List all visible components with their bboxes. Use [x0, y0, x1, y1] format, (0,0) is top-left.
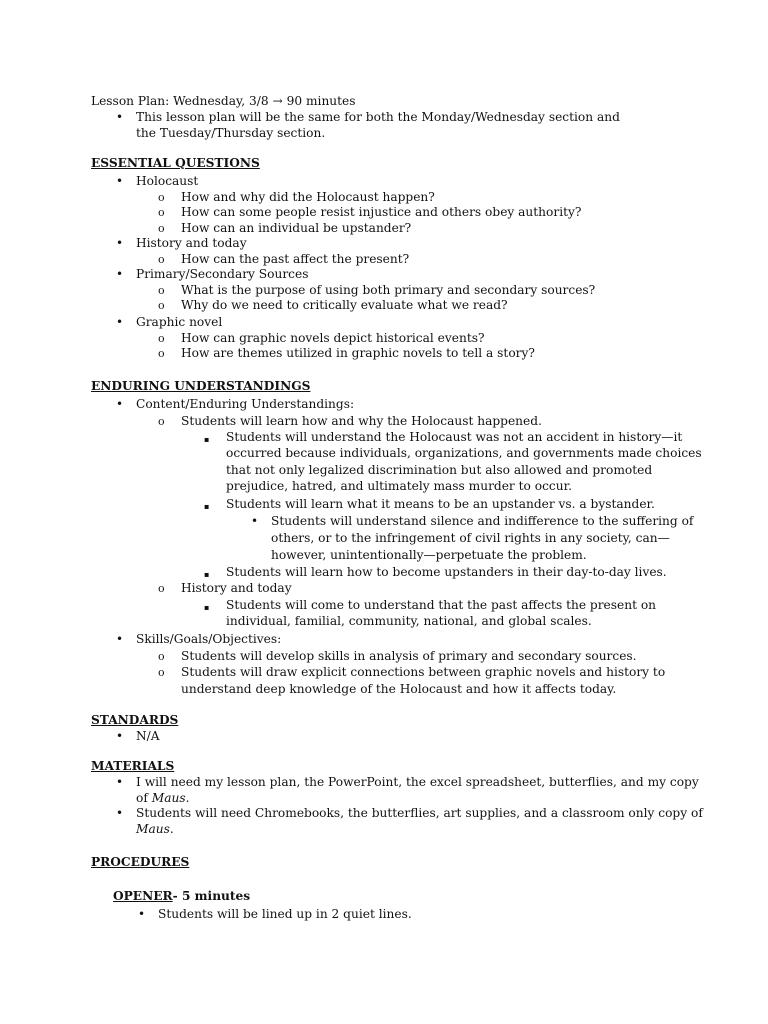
circle-bullet-icon: o — [158, 347, 165, 360]
bullet-icon: • — [116, 632, 124, 646]
square-bullet-icon: ▪ — [204, 435, 210, 444]
eu-subitem: Students will learn how to become upstanders in their day-to-day lives. — [226, 565, 667, 579]
eq-item: How can an individual be upstander? — [181, 221, 412, 235]
eq-item: Why do we need to critically evaluate what we read? — [181, 298, 508, 312]
opener-label: OPENER — [113, 889, 173, 903]
eu-subsubitem-line: Students will understand silence and indifference to the suffering of — [271, 514, 694, 528]
eq-item: What is the purpose of using both primary and secondary sources? — [181, 283, 596, 297]
circle-bullet-icon: o — [158, 332, 165, 345]
standards-heading: STANDARDS — [91, 713, 179, 727]
materials-item-line — [136, 791, 189, 807]
square-bullet-icon: ▪ — [204, 570, 210, 579]
eq-group-label: Primary/Secondary Sources — [136, 267, 309, 281]
bullet-icon: • — [116, 775, 124, 789]
skills-item: Students will develop skills in analysis of primary and secondary sources. — [181, 649, 637, 663]
opener-heading — [113, 889, 250, 905]
eu-subitem: Students will learn what it means to be an upstander vs. a bystander. — [226, 497, 655, 511]
arrow-icon: → — [272, 94, 283, 108]
circle-bullet-icon: o — [158, 582, 165, 595]
circle-bullet-icon: o — [158, 222, 165, 235]
materials-text: . — [169, 822, 174, 836]
eu-item: Students will learn how and why the Holocaust happened. — [181, 414, 542, 428]
eq-item: How can the past affect the present? — [181, 252, 410, 266]
circle-bullet-icon: o — [158, 191, 165, 204]
bullet-icon: • — [116, 806, 124, 820]
eu-subitem-line: individual, familial, community, national, and global scales. — [226, 614, 592, 628]
bullet-icon: • — [116, 110, 124, 124]
materials-item-line: Students will need Chromebooks, the butterflies, art supplies, and a classroom only copy of — [136, 806, 703, 820]
book-title: Maus — [136, 822, 170, 836]
circle-bullet-icon: o — [158, 284, 165, 297]
eq-item: How are themes utilized in graphic novels to tell a story? — [181, 346, 535, 360]
circle-bullet-icon: o — [158, 299, 165, 312]
eu-subsubitem-line: others, or to the infringement of civil rights in any society, can— — [271, 531, 670, 545]
materials-text: . — [185, 791, 190, 805]
lesson-plan-title — [91, 94, 356, 110]
eu-item: History and today — [181, 581, 292, 595]
content-label: Content/Enduring Understandings: — [136, 397, 355, 411]
eu-subitem-line: Students will come to understand that the past affects the present on — [226, 598, 657, 612]
eq-group-label: Holocaust — [136, 174, 199, 188]
materials-heading: MATERIALS — [91, 759, 175, 773]
essential-questions-heading: ESSENTIAL QUESTIONS — [91, 156, 260, 170]
bullet-icon: • — [116, 267, 124, 281]
bullet-icon: • — [116, 315, 124, 329]
eq-item: How can graphic novels depict historical events? — [181, 331, 485, 345]
square-bullet-icon: ▪ — [204, 603, 210, 612]
title-text: Lesson Plan: Wednesday, 3/8 — [91, 94, 269, 108]
book-title: Maus — [151, 791, 186, 805]
eu-subsubitem-line: however, unintentionally—perpetuate the problem. — [271, 548, 587, 562]
bullet-icon: • — [116, 397, 124, 411]
circle-bullet-icon: o — [158, 253, 165, 266]
eu-subitem-line: Students will understand the Holocaust was not an accident in history—it — [226, 430, 683, 444]
bullet-icon: • — [251, 514, 259, 528]
eq-item: How can some people resist injustice and others obey authority? — [181, 205, 582, 219]
circle-bullet-icon: o — [158, 206, 165, 219]
circle-bullet-icon: o — [158, 415, 165, 428]
bullet-icon: • — [138, 907, 146, 921]
circle-bullet-icon: o — [158, 650, 165, 663]
materials-text: of — [136, 791, 148, 805]
materials-item-line — [136, 822, 174, 838]
circle-bullet-icon: o — [158, 666, 165, 679]
skills-item-line: Students will draw explicit connections between graphic novels and history to — [181, 665, 666, 679]
standards-item: N/A — [136, 729, 160, 743]
opener-time: - 5 minutes — [172, 889, 251, 903]
section-note: This lesson plan will be the same for both the Monday/Wednesday section and the Tuesday/Thursday section. — [136, 110, 620, 140]
eu-subitem-line: occurred because individuals, organizations, and governments made choices — [226, 446, 702, 460]
bullet-icon: • — [116, 236, 124, 250]
materials-item-line: I will need my lesson plan, the PowerPoint, the excel spreadsheet, butterflies, and my copy — [136, 775, 699, 789]
bullet-icon: • — [116, 729, 124, 743]
skills-item-line: understand deep knowledge of the Holocaust and how it affects today. — [181, 682, 617, 696]
square-bullet-icon: ▪ — [204, 502, 210, 511]
eq-item: How and why did the Holocaust happen? — [181, 190, 435, 204]
eq-group-label: History and today — [136, 236, 247, 250]
duration-text: 90 minutes — [286, 94, 356, 108]
skills-label: Skills/Goals/Objectives: — [136, 632, 282, 646]
opener-item: Students will be lined up in 2 quiet lines. — [158, 907, 412, 921]
eu-subitem-line: that not only legalized discrimination but also allowed and promoted — [226, 463, 653, 477]
enduring-understandings-heading: ENDURING UNDERSTANDINGS — [91, 379, 311, 393]
eu-subitem-line: prejudice, hatred, and ultimately mass murder to occur. — [226, 479, 572, 493]
procedures-heading: PROCEDURES — [91, 855, 190, 869]
eq-group-label: Graphic novel — [136, 315, 223, 329]
bullet-icon: • — [116, 174, 124, 188]
